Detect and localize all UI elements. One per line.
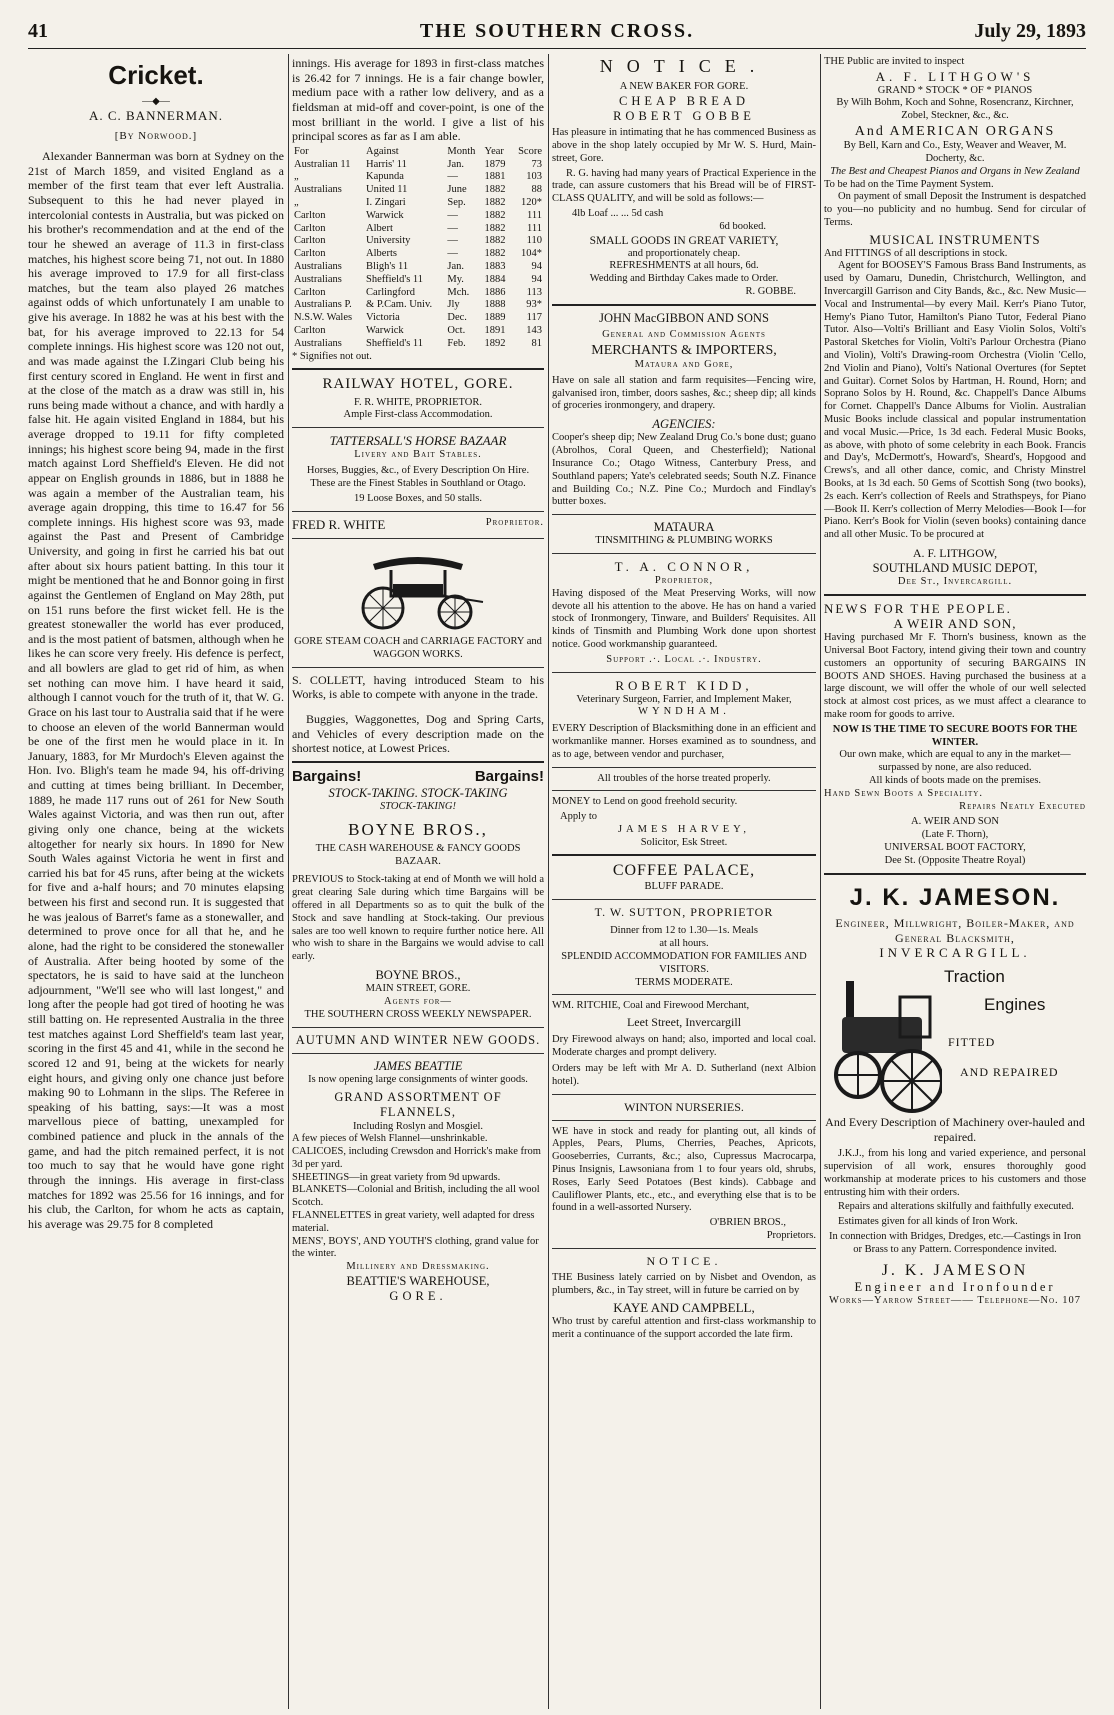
jameson-footer: J. K. JAMESON	[881, 1261, 1029, 1279]
article-subject: A. C. BANNERMAN.	[88, 107, 224, 123]
divider	[552, 1248, 816, 1249]
gobbe-booked: 6d booked.	[719, 220, 766, 232]
cell-score: 94	[531, 260, 542, 272]
cell-for: „	[294, 171, 299, 183]
cell-score: 143	[526, 324, 542, 336]
cell-month: Feb.	[447, 337, 466, 349]
works-line: Works—Yarrow Street—— Telephone—No. 107	[828, 1295, 1082, 1307]
tinsmith-title: TINSMITHING & PLUMBING WORKS	[595, 535, 773, 547]
mataura-title: MATAURA	[653, 520, 715, 535]
cell-against: Carlingford	[366, 286, 416, 298]
dinner-line-2: at all hours.	[659, 938, 709, 950]
cell-month: Oct.	[447, 324, 466, 336]
cell-month: Sep.	[447, 196, 466, 208]
scores-row	[292, 197, 544, 210]
cell-for: Australians	[294, 184, 342, 196]
hotel-title: RAILWAY HOTEL, GORE.	[322, 376, 514, 393]
beattie-name: JAMES BEATTIE	[373, 1058, 463, 1073]
divider	[292, 1053, 544, 1054]
cell-against: Albert	[366, 222, 393, 234]
cell-score: 110	[526, 235, 542, 247]
divider	[552, 304, 816, 306]
divider	[552, 1094, 816, 1095]
autumn-title: AUTUMN AND WINTER NEW GOODS.	[295, 1032, 541, 1047]
bridges-body: In connection with Bridges, Dredges, etc.—Castings in Iron or Brass to any Pattern. Correspondence invited.	[829, 1231, 1081, 1255]
cell-for: Australians	[294, 273, 342, 285]
article-continuation: innings. His average for 1893 in first-class matches is 26.42 for 7 innings. He is a fair change bowler, medium pace with a rather low delivery, and as a fieldsman at mid-off and cover-point, is one of the most brilliant in the world. I give a list of his principal scores as far as I am able.	[292, 56, 544, 144]
connor-body: Having disposed of the Meat Preserving Works, will now devote all his attention to the above. He has on hand a varied stock of Ironmongery, Tinware, and Builders' Requisites. All kinds of Tinsmith and Plumbing Work done upon shortest notice. Good workmanship guaranteed.	[552, 587, 816, 651]
ritchie-title: WM. RITCHIE, Coal and Firewood Merchant,	[552, 1000, 750, 1012]
cell-month: Jan.	[447, 158, 465, 170]
gobbe-body: Has pleasure in intimating that he has commenced Business as above in the shop lately occupied by Mr W. S. Hurd, Main-street, Gore.	[552, 127, 816, 164]
kidd-sub: Veterinary Surgeon, Farrier, and Implement Maker,	[576, 693, 792, 705]
connor-prop: Proprietor,	[654, 575, 714, 587]
cell-month: —	[447, 235, 458, 247]
leet-street: Leet Street, Invercargill	[626, 1015, 742, 1030]
cell-against: Harris' 11	[366, 158, 407, 170]
obrien-sub: Proprietors.	[766, 1230, 816, 1242]
scores-row	[292, 287, 544, 300]
stocktaking: STOCK-TAKING. STOCK-TAKING	[328, 786, 508, 801]
coffee-title: COFFEE PALACE,	[612, 862, 756, 880]
macgibbon-title: JOHN MacGIBBON AND SONS	[599, 310, 769, 325]
hand-sewn: Hand Sewn Boots a Speciality.	[824, 787, 983, 799]
gobbe-prices: and proportionately cheap.	[627, 247, 741, 259]
divider	[552, 790, 816, 791]
hotel-proprietor: F. R. WHITE, PROPRIETOR.	[354, 396, 482, 408]
divider	[292, 368, 544, 370]
cell-against: Sheffield's 11	[366, 273, 424, 285]
kaye-name: KAYE AND CAMPBELL,	[613, 1300, 755, 1316]
ornament-rule: —◆—	[142, 95, 170, 107]
column-four	[824, 56, 1086, 1706]
every-line: And Every Description of Machinery over-hauled and repaired.	[825, 1115, 1085, 1144]
cell-against: Victoria	[366, 312, 400, 324]
repairs-line: Repairs Neatly Executed	[959, 800, 1086, 812]
cell-for: Australians P.	[294, 299, 352, 311]
header-for: For	[294, 145, 309, 157]
cell-against: Bligh's 11	[366, 260, 409, 272]
cell-for: Carlton	[294, 324, 326, 336]
header-month: Month	[447, 145, 476, 157]
bazaar-proprietor	[292, 517, 544, 533]
harvey-sub: Solicitor, Esk Street.	[640, 836, 728, 848]
divider	[292, 427, 544, 428]
cell-year: 1883	[484, 260, 506, 272]
cell-against: I. Zingari	[366, 196, 406, 208]
repaired-label: AND REPAIRED	[960, 1065, 1059, 1079]
bazaar-boxes: 19 Loose Boxes, and 50 stalls.	[353, 493, 483, 505]
weir-name: A WEIR AND SON,	[893, 616, 1017, 632]
winton-body: WE have in stock and ready for planting out, all kinds of Apples, Pears, Plums, Cherries, Peaches, Apricots, Gooseberries, Currants, &c.; also, Cupressus Macrocarpa, Pinus Insignis, Lawsoniana from 1 to four years old, shrubs, Roses, Early Seed Potatoes (Best kinds). Cabbage and Cauliflower Plants, etc., etc., and everything else that is to be found in a well-assorted Nursery.	[552, 1125, 816, 1214]
bazaar-title: TATTERSALL'S HORSE BAZAAR	[329, 433, 507, 449]
baker-title: A NEW BAKER FOR GORE.	[619, 80, 749, 92]
bazaar-body: Horses, Buggies, &c., of Every Description On Hire. These are the Finest Stables in Southland or Otago.	[306, 464, 530, 489]
time-payment: To be had on the Time Payment System.	[824, 178, 994, 190]
depot-name: SOUTHLAND MUSIC DEPOT,	[872, 560, 1038, 575]
cell-year: 1886	[484, 286, 506, 298]
bargains-right: Bargains!	[474, 767, 544, 785]
scores-row	[292, 171, 544, 184]
kidd-body: EVERY Description of Blacksmithing done in an efficient and workmanlike manner. Horses examined as to soundness, and as to age, between vendor and purchaser,	[552, 723, 816, 760]
cell-month: Dec.	[447, 312, 467, 324]
cell-year: 1882	[484, 196, 506, 208]
masthead	[28, 8, 1086, 48]
boyne-title: BOYNE BROS.,	[348, 820, 488, 840]
cell-against: University	[366, 235, 411, 247]
hotel-line: Ample First-class Accommodation.	[343, 409, 493, 421]
boyne-paper: THE SOUTHERN CROSS WEEKLY NEWSPAPER.	[304, 1008, 532, 1020]
merchants-title: MERCHANTS & IMPORTERS,	[591, 342, 777, 358]
column-divider	[820, 54, 821, 1709]
beattie-gore: GORE.	[389, 1289, 447, 1304]
collett-text: S. COLLETT, having introduced Steam to his Works, is able to compete with anyone in the trade.	[292, 672, 544, 702]
beattie-item: CALICOES, including Crewsdon and Horrick's make from 3d per yard.	[292, 1146, 541, 1170]
byline: [By Norwood.]	[114, 129, 198, 142]
bargains-banner	[292, 768, 544, 786]
scores-row	[292, 223, 544, 236]
cell-month: —	[447, 248, 458, 260]
connor-motto: Support .·. Local .·. Industry.	[606, 653, 762, 665]
kidd-name: ROBERT KIDD,	[615, 677, 753, 693]
cell-year: 1879	[484, 158, 506, 170]
cell-for: N.S.W. Wales	[294, 312, 353, 324]
factory-address: Dee St. (Opposite Theatre Royal)	[884, 854, 1026, 866]
notice-heading-2: NOTICE.	[646, 1253, 722, 1268]
traction-label: Traction	[944, 967, 1005, 986]
divider	[292, 1027, 544, 1028]
cell-for: „	[294, 196, 299, 208]
cell-for: Carlton	[294, 248, 326, 260]
cell-against: Kapunda	[366, 171, 404, 183]
cell-year: 1888	[484, 299, 506, 311]
gobbe-body-2: R. G. having had many years of Practical Experience in the trade, can assure customers that his Bread will be of FIRST-CLASS QUALITY, and will be sold as follows:—	[552, 167, 816, 205]
cell-year: 1884	[484, 273, 506, 285]
cell-for: Carlton	[294, 222, 326, 234]
scores-row	[292, 312, 544, 325]
beattie-item: MENS', BOYS', AND YOUTH'S clothing, grand value for the winter.	[292, 1235, 539, 1260]
masthead-rule	[28, 48, 1086, 49]
weir-body: Having purchased Mr F. Thorn's business, known as the Universal Boot Factory, intend giving their town and country customers an opportunity of securing BARGAINS IN BOOTS AND SHOES. Having purchased the business at a large discount, we will offer the whole of our well selected stock at almost cost prices, as we must affect a clearance to make room for goods to arrive.	[824, 632, 1086, 721]
cell-score: 117	[526, 312, 542, 324]
column-two	[292, 56, 544, 1706]
fittings-line: And FITTINGS of all descriptions in stock.	[824, 247, 1008, 259]
depot-address: Dee St., Invercargill.	[897, 575, 1013, 587]
header-score: Score	[518, 145, 542, 157]
cell-year: 1892	[484, 337, 506, 349]
divider	[552, 514, 816, 515]
gobbe-sign: R. GOBBE.	[745, 286, 796, 298]
divider	[552, 553, 816, 554]
column-divider	[548, 54, 549, 1709]
section-heading: Cricket.	[108, 60, 204, 90]
repairs-body: Repairs and alterations skilfully and faithfully executed.	[838, 1201, 1074, 1213]
article-body: Alexander Bannerman was born at Sydney on the 21st of March 1859, and visited England as a member of the first team that ever left Australia. Subsequent to this he had never played in intercolonial contests in Australia, but was picked on his brother's recommendation and at the end of the tour he shewed an average of 11.3 in first-class matches, his highest score being 71, not out. In 1880 his average improved to 17.9 for all first-class matches, but the team also played 26 matches against odds of which unfortunately I am unable to give his average. In 1882 he was at his best with the bat, for his average improved to 22.13 for 54 complete innings. His highest score was 120 not out, and was made against the I.Zingari Club being his first century scored in England. He went in first and at the close of the match as a draw was still in, his runs being made without a chance, and with hardly a false hit. He again visited England in 1884, but his average dropped to 19.11 for fifty completed innings; his highest score being 94, made in the first match against Lord Sheffield's Eleven. He did not appear on English grounds in 1886, but in 1888 he was again a member of the Australian team, his average again dropping, this time to 16.47 for 56 complete innings. His highest score was 93, made against the Past and Present of Cambridge University, and going in first he carried his bat out after about six hours patient batting. In this tour it might be mentioned that he and Bonnor going in first against the Gentlemen of England on May 28th, put on 151 runs before the first wicket fell. He is the greatest stonewaller the world has ever produced, and is the most patient of batsmen, although when he likes he can score very freely. His defence is perfect, and all bowlers are glad to get rid of him, as when set nothing can move him. I have heard it said, although I cannot vouch for the truth of it, that W. G. Grace on his last tour to Australia said that if he were to choose an eleven of the world Bannerman would be one of the first men he would place in it. In January, 1883, for Mr Murdoch's Eleven against the Hon. Ivo. Bligh's team he made 94, his off-driving and cutting at times being brilliant. In December, 1889, he made 117 runs out of 261 for New South Wales against Victoria, and was then run out, after giving only one chance, being at the wickets altogether for nearly six hours. In 1890 for New South Wales against Victoria he went in first and carried his bat for 45 runs, after being at the wickets for five and a-half hours; and 70 minutes elapsing between his first and second run. It is suggested that he was jealous of Barret's fame as a stonewaller, and determined to prove once for all that he, and he alone, had the right to be considered the stonewaller of Australia. After being hooted by some of the spectators, he is said to have said at the luncheon adjournment, "We'll see who will last longest," and long after the people had got tired of hooting he was still batting on. He represented Australia in the three test matches against Lord Sheffield's team last year, scoring in the first 45 and 41, while in the second he scored 12 and 91, being at the wickets for nearly eight hours, and giving only one chance just before making 90 to Lohmann in the slips. The Referee in speaking of his batting, says:—It was a most marvellous piece of batting, unexampled for combined patience and pluck in the annals of the game, and had the pitch remained perfect, it is not too much to say that he would have gone right through the innings. His average in first-class matches for 1892 was 25.56 for 16 innings, and for his club, the Carlton, for whom he acts as captain, his average was 29.75 for 8 completed	[28, 149, 284, 1231]
cell-score: 103	[526, 171, 542, 183]
sutton-name: T. W. SUTTON, PROPRIETOR	[594, 904, 774, 919]
kidd-town: WYNDHAM.	[638, 706, 730, 718]
collett-text-2: Buggies, Waggonettes, Dog and Spring Carts, and Vehicles of every description made on the shortest notice, at Lowest Prices.	[292, 711, 544, 756]
cell-year: 1881	[484, 171, 506, 183]
winton-title: WINTON NURSERIES.	[624, 1100, 744, 1115]
cell-for: Australian 11	[294, 158, 351, 170]
divider	[292, 761, 544, 763]
ritchie-orders: Orders may be left with Mr A. D. Sutherland (next Albion hotel).	[552, 1063, 816, 1088]
lithgow-sign: A. F. LITHGOW,	[912, 545, 998, 560]
boyne-subtitle: THE CASH WAREHOUSE & FANCY GOODS BAZAAR.	[315, 842, 521, 867]
beattie-item: FLANNELETTES in great variety, well adapted for dress material.	[292, 1210, 535, 1234]
beattie-item: A few pieces of Welsh Flannel—unshrinkable.	[292, 1133, 488, 1145]
flannels-sub: Including Roslyn and Mosgiel.	[352, 1120, 484, 1132]
lithgow-name: A. F. LITHGOW'S	[875, 68, 1035, 84]
jkj-body: J.K.J., from his long and varied experience, and personal supervision of all work, ensures thoroughly good workmanship at moderate prices to his customers and those entrusting him with their orders.	[824, 1148, 1086, 1198]
coach-works-title: GORE STEAM COACH and CARRIAGE FACTORY and WAGGON WORKS.	[294, 636, 542, 660]
beattie-warehouse: BEATTIE'S WAREHOUSE,	[346, 1274, 490, 1289]
weir-late: (Late F. Thorn),	[921, 829, 989, 841]
boyne-sign: BOYNE BROS.,	[375, 968, 461, 983]
cell-score: 88	[531, 184, 542, 196]
cell-against: United 11	[366, 184, 408, 196]
cell-score: 81	[531, 337, 542, 349]
jameson-title: J. K. JAMESON.	[849, 883, 1061, 911]
kidd-body-2: All troubles of the horse treated properly.	[597, 772, 771, 784]
beattie-item: SHEETINGS—in great variety from 9d upwards.	[292, 1171, 501, 1183]
organs-title: And AMERICAN ORGANS	[854, 124, 1056, 140]
divider	[292, 538, 544, 539]
divider	[552, 767, 816, 768]
divider	[552, 1120, 816, 1121]
beattie-millinery: Millinery and Dressmaking.	[346, 1261, 490, 1273]
scores-row	[292, 159, 544, 172]
scores-row	[292, 248, 544, 261]
cell-month: Jly	[447, 299, 460, 311]
apply-label: Apply to	[560, 811, 598, 823]
stocktaking-2: STOCK-TAKING!	[379, 801, 457, 813]
divider	[824, 594, 1086, 596]
own-make: Our own make, which are equal to any in the market—surpassed by none, are also reduced.	[839, 749, 1071, 774]
cell-year: 1882	[484, 184, 506, 196]
header-against: Against	[366, 145, 399, 157]
cell-year: 1882	[484, 235, 506, 247]
connor-name: T. A. CONNOR,	[614, 559, 754, 575]
ritchie-body: Dry Firewood always on hand; also, imported and local coal. Moderate charges and prompt delivery.	[552, 1033, 816, 1058]
estimates-body: Estimates given for all kinds of Iron Work.	[838, 1216, 1018, 1228]
page-number: 41	[28, 20, 48, 42]
cell-score: 113	[526, 286, 542, 298]
scores-row	[292, 299, 544, 312]
scores-row	[292, 235, 544, 248]
cell-month: My.	[447, 273, 464, 285]
cell-month: —	[447, 171, 458, 183]
deposit-body: On payment of small Deposit the Instrument is despatched to you—no publicity and no humbug. Send for circular of Terms.	[824, 191, 1086, 228]
agencies-body: Cooper's sheep dip; New Zealand Drug Co.'s bone dust; guano (Abrolhos, Coral Queen, and Chesterfield); National Insurance Co.; Otago Witness, Canterbury Press, and Southland papers; Yate's celebrated seeds; South N.Z. Finance and Building Co.; N.Z. Pine Co.; Murdoch and Findlay's butter boxes.	[552, 432, 816, 508]
boyne-street: MAIN STREET, GORE.	[365, 983, 471, 995]
music-body: Agent for BOOSEY'S Famous Brass Band Instruments, as used by Oamaru, Dunedin, Christchurch, Wellington, and Invercargill Garrison and City Bands, &c., &c. New Music—Vocal and Instrumental—by every Mail. Kerr's Piano Tutor, Hemy's Piano Tutor, Hamilton's Piano Tutor, Federal Piano Tutor. Also—Volti's Brilliant and Easy Violin Solos, Volti's Pastoral Sketches for Violin, Volti's Parlour Orchestra (Piano and Violin), Volti's Drawing-room Orchestra (Violin 'Cello, 2nd Violin and Piano), Volti's National Overtures (for Septet and Guitar). Cornet Solos by Hartman, H. Round, Horn; and Soprano Solos by H. Round, &c. Chappell's Dance Albums for Cornet. Chappell's Dance Albums for Violin. Australian Music Books include classical and popular instrumentation and vocal Music.—Price, 1s 3d each. Federal Music Books, as above, with photo of some celebrity in each Book. Francis and Day's, McDermott's, Howard's, Sheard's, Hopgood and Crews's, and all other dance, comic, and Christy Minstrel Books, at 1s 3d each. 50 Gems of Scottish Song (two books), 2s each. Kerr's collection of Reels and Strathspeys, for Piano—Book II. Kerr's collection of Merry Melodies—Book I—for Piano. Kerr's Book for Violin (seven books) containing dance and all other Music. To be procured at	[824, 260, 1086, 541]
proprietor-title: Proprietor.	[485, 517, 544, 529]
scores-row	[292, 325, 544, 338]
factory-name: UNIVERSAL BOOT FACTORY,	[884, 842, 1026, 854]
beattie-intro: Is now opening large consignments of winter goods.	[308, 1074, 528, 1086]
cell-for: Carlton	[294, 209, 326, 221]
cell-year: 1882	[484, 222, 506, 234]
scores-row	[292, 274, 544, 287]
buggy-illustration	[343, 544, 493, 632]
divider	[292, 667, 544, 668]
harvey-name: JAMES HARVEY,	[617, 823, 751, 835]
cell-year: 1882	[484, 248, 506, 260]
cell-month: Mch.	[447, 286, 470, 298]
issue-date: July 29, 1893	[974, 20, 1086, 42]
cell-score: 111	[527, 222, 542, 234]
gobbe-wedding: Wedding and Birthday Cakes made to Order.	[589, 273, 779, 285]
merchants-body: Have on sale all station and farm requisites—Fencing wire, galvanised iron, timber, doors sashes, &c.; sheep dip; all kinds of groceries ironmongery, and drapery.	[552, 374, 816, 412]
scores-row	[292, 210, 544, 223]
header-year: Year	[484, 145, 504, 157]
piano-makers: By Wilh Bohm, Koch and Sohne, Rosencranz, Kirchner, Zobel, Steckner, &c., &c.	[836, 97, 1074, 122]
bread-heading: CHEAP BREAD	[618, 93, 749, 108]
organ-makers: By Bell, Karn and Co., Esty, Weaver and Weaver, M. Docherty, &c.	[843, 140, 1067, 164]
gobbe-name: ROBERT GOBBE	[613, 109, 755, 123]
cell-year: 1891	[484, 324, 506, 336]
table-note: * Signifies not out.	[292, 350, 372, 362]
cell-against: Warwick	[366, 209, 404, 221]
cell-year: 1882	[484, 209, 506, 221]
cell-score: 111	[527, 209, 542, 221]
jameson-trades: Engineer, Millwright, Boiler-Maker, and General Blacksmith,	[835, 915, 1075, 945]
cell-month: —	[447, 209, 458, 221]
cell-for: Carlton	[294, 286, 326, 298]
cell-for: Carlton	[294, 235, 326, 247]
weir-sign: A. WEIR AND SON	[911, 816, 999, 828]
cell-score: 73	[531, 158, 542, 170]
proprietor-name: FRED R. WHITE	[292, 517, 386, 533]
cell-month: —	[447, 222, 458, 234]
divider	[552, 994, 816, 995]
scores-row	[292, 338, 544, 351]
column-cricket	[28, 56, 284, 1706]
splendid-line: SPLENDID ACCOMMODATION FOR FAMILIES AND VISITORS.	[561, 951, 807, 975]
gobbe-loaf: 4lb Loaf ... ... 5d cash	[572, 208, 664, 220]
cell-for: Australians	[294, 260, 342, 272]
kaye-body-2: Who trust by careful attention and first-class workmanship to merit a continuance of the support accorded the late firm.	[552, 1315, 816, 1340]
merchants-sub: Mataura and Gore,	[634, 358, 734, 370]
traction-engine-illustration	[824, 977, 942, 1117]
cell-for: Australians	[294, 337, 342, 349]
cell-score: 104*	[521, 248, 542, 260]
cell-month: June	[447, 184, 467, 196]
flannels: FLANNELS,	[379, 1105, 457, 1120]
cell-against: & P.Cam. Univ.	[366, 299, 433, 311]
cell-against: Alberts	[366, 248, 397, 260]
grand-stock: GRAND * STOCK * OF * PIANOS	[877, 84, 1033, 96]
invercargill: INVERCARGILL.	[879, 945, 1031, 961]
dinner-line: Dinner from 12 to 1.30—1s. Meals	[610, 925, 758, 937]
obrien-name: O'BRIEN BROS.,	[709, 1217, 786, 1229]
cell-score: 94	[531, 273, 542, 285]
beattie-item: BLANKETS—Colonial and British, including the all wool Scotch.	[292, 1184, 540, 1209]
cell-score: 93*	[526, 299, 542, 311]
scores-header-row	[292, 146, 544, 159]
gobbe-goods: SMALL GOODS IN GREAT VARIETY,	[589, 234, 779, 247]
traction-engine-ad	[824, 965, 1086, 1115]
cell-against: Warwick	[366, 324, 404, 336]
scores-row	[292, 184, 544, 197]
cell-year: 1889	[484, 312, 506, 324]
cell-score: 120*	[521, 196, 542, 208]
macgibbon-sub: General and Commission Agents	[602, 329, 766, 341]
now-line: NOW IS THE TIME TO SECURE BOOTS FOR THE WINTER.	[832, 723, 1078, 748]
fitted-label: FITTED	[948, 1035, 996, 1049]
divider	[824, 873, 1086, 875]
cell-against: Sheffield's 11	[366, 337, 424, 349]
terms-line: TERMS MODERATE.	[635, 976, 733, 988]
kinds-line: All kinds of boots made on the premises.	[868, 775, 1042, 787]
agencies-title: AGENCIES:	[652, 417, 716, 432]
engines-label: Engines	[984, 995, 1046, 1014]
cell-month: Jan.	[447, 260, 465, 272]
divider	[552, 899, 816, 900]
lithgow-intro: THE Public are invited to inspect	[824, 56, 965, 67]
bazaar-subtitle: Livery and Bait Stables.	[354, 449, 482, 461]
kaye-body: THE Business lately carried on by Nisbet and Ovendon, as plumbers, &c., in Tay street, will in future be carried on by	[552, 1272, 816, 1297]
best-line: The Best and Cheapest Pianos and Organs in New Zealand	[830, 165, 1080, 177]
coffee-sub: BLUFF PARADE.	[644, 881, 724, 892]
divider	[552, 854, 816, 856]
musical-title: MUSICAL INSTRUMENTS	[869, 231, 1041, 247]
column-divider	[288, 54, 289, 1709]
scores-row	[292, 261, 544, 274]
money-body: MONEY to Lend on good freehold security.	[552, 796, 738, 808]
divider	[552, 672, 816, 673]
column-three	[552, 56, 816, 1706]
notice-heading: NOTICE.	[599, 56, 769, 76]
engineer-line: Engineer and Ironfounder	[854, 1280, 1056, 1295]
gobbe-refresh: REFRESHMENTS at all hours, 6d.	[609, 260, 759, 272]
boyne-agents: Agents for—	[384, 996, 452, 1008]
boyne-body: PREVIOUS to Stock-taking at end of Month we will hold a great clearing Sale during which time Bargains will be offered in all Departments so as to quit the bulk of the Stock and save handling at Stock-taking. Our previous sales are too well known to require further notice here. All who wish to share in the Bargains we would advise to call early.	[292, 874, 544, 963]
bargains-left: Bargains!	[292, 767, 362, 785]
news-title: NEWS FOR THE PEOPLE.	[824, 600, 1012, 616]
newspaper-title: THE SOUTHERN CROSS.	[419, 20, 695, 42]
scores-table	[292, 146, 544, 351]
grand-assortment: GRAND ASSORTMENT OF	[334, 1090, 502, 1104]
divider	[292, 511, 544, 512]
